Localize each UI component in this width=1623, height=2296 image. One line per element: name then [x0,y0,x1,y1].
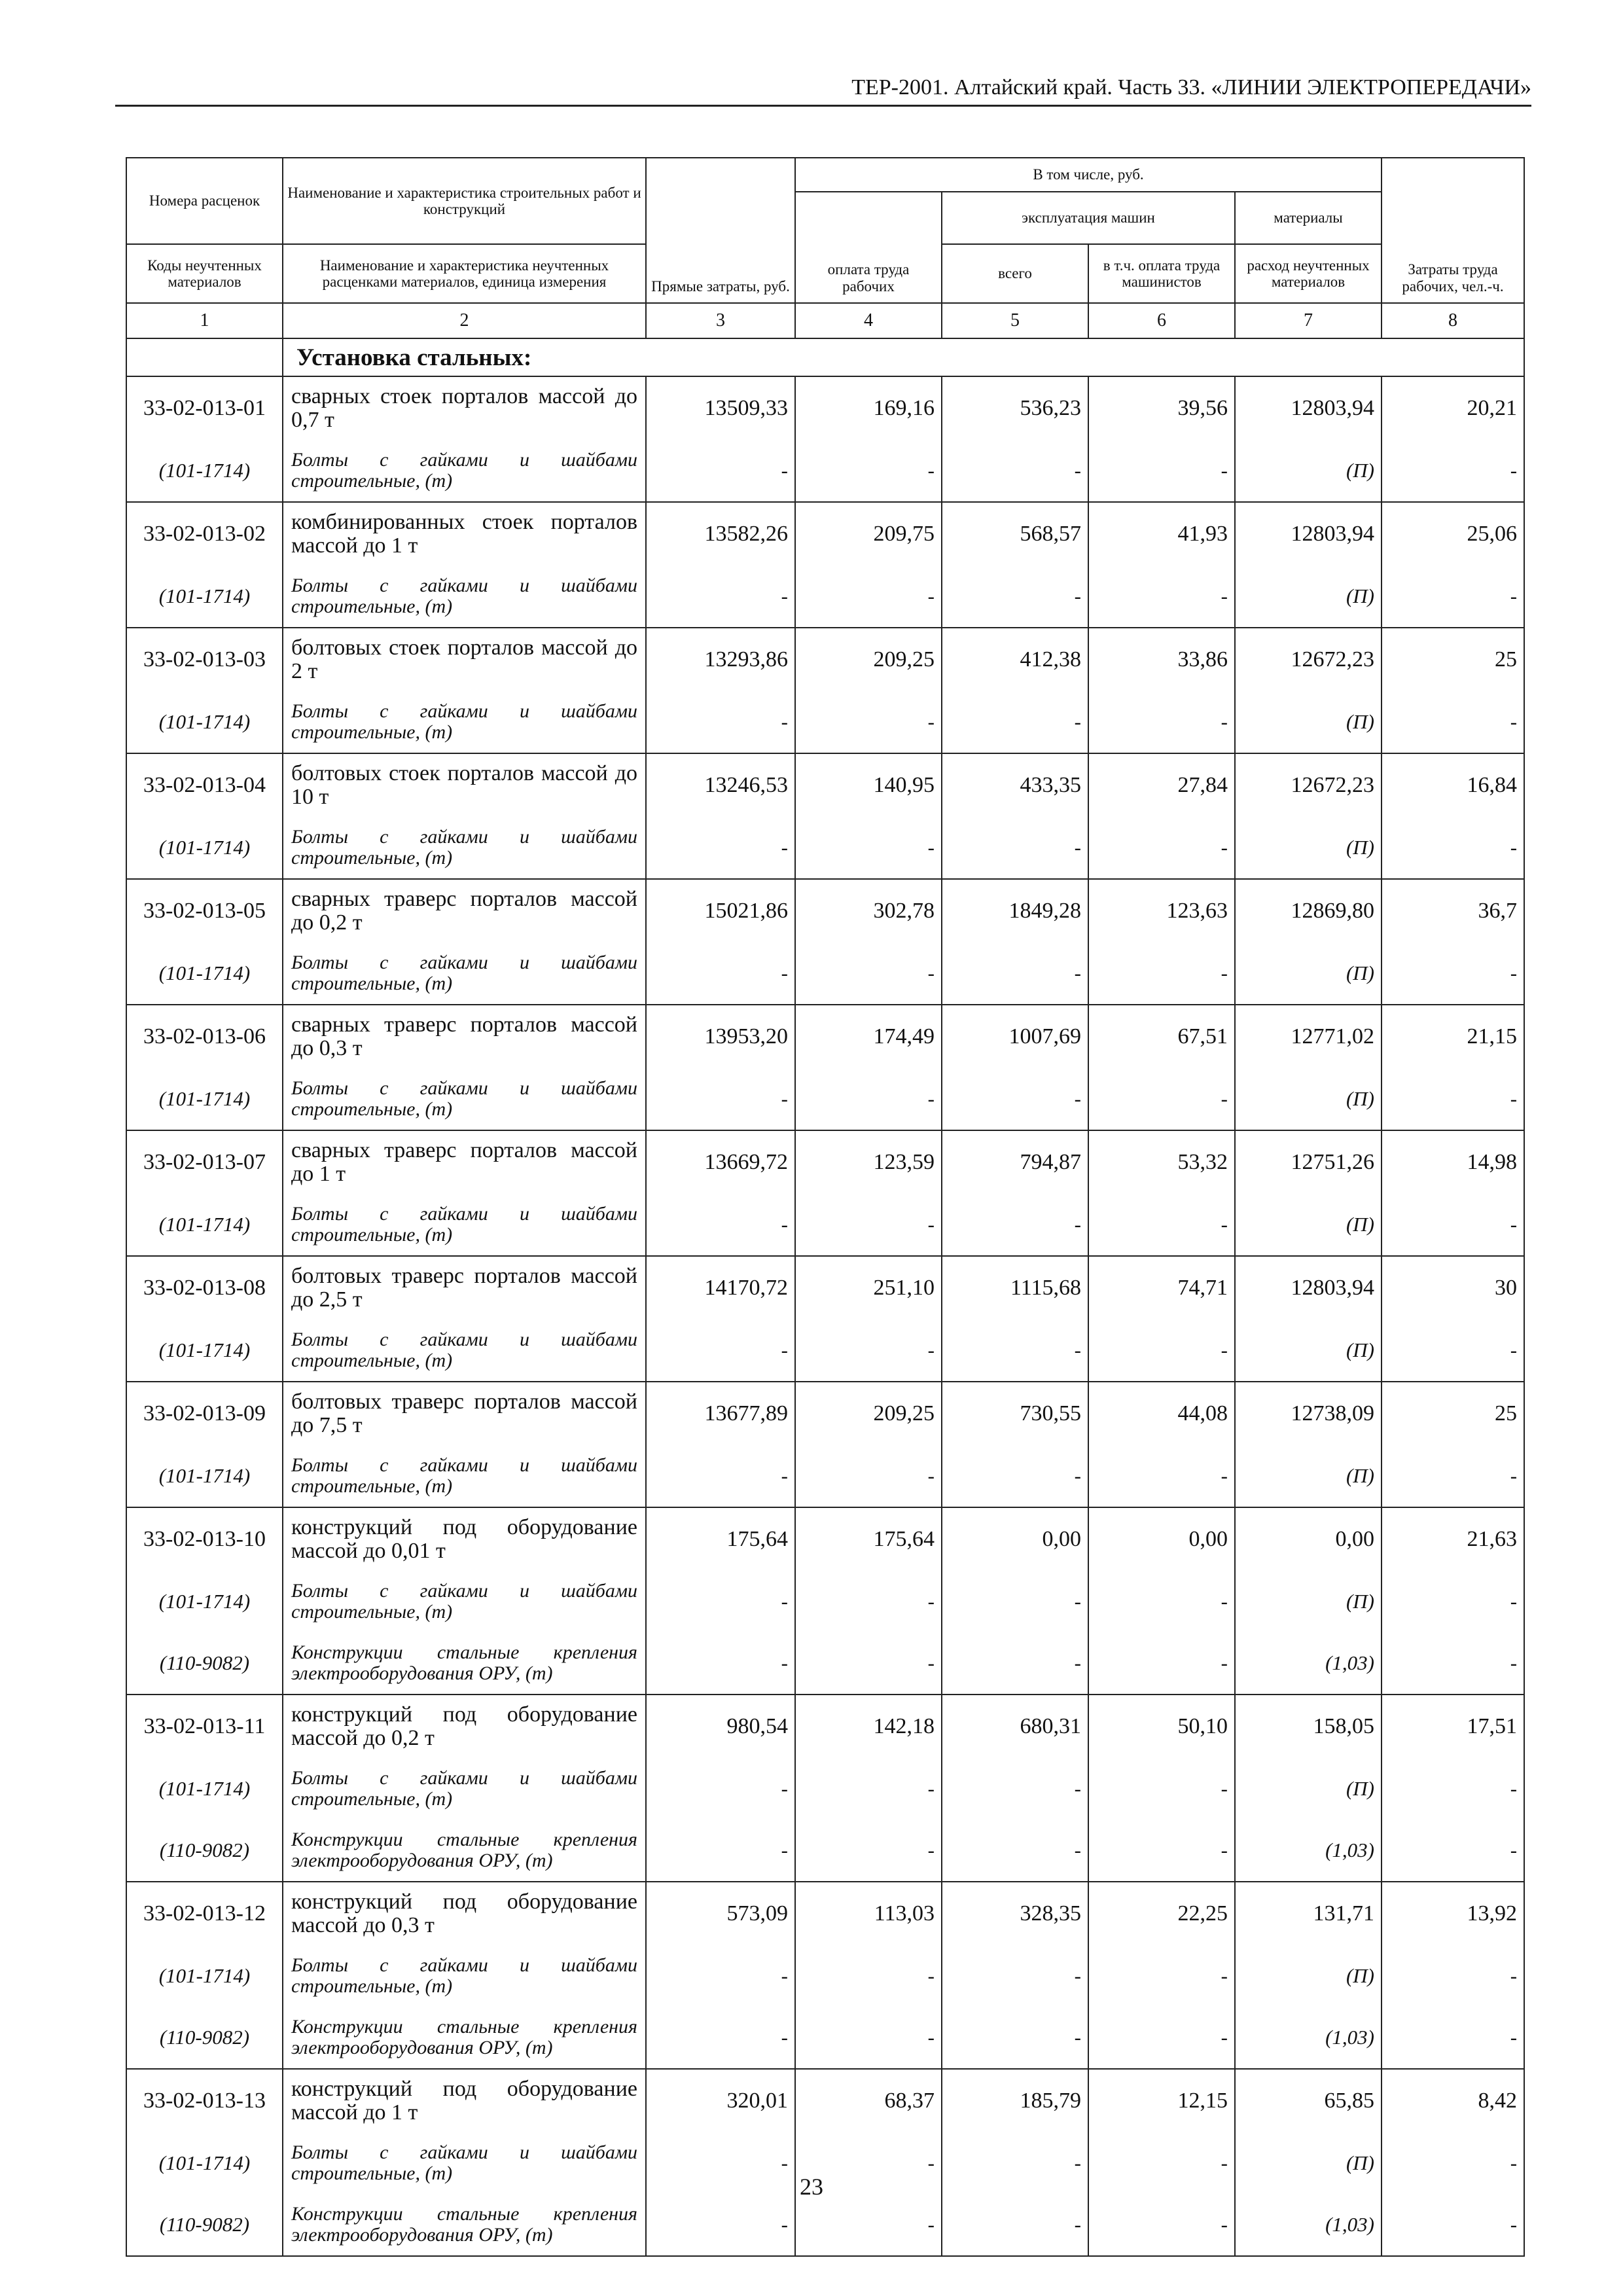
material-value: - [1088,1068,1235,1130]
material-code: (101-1714) [126,1194,283,1256]
material-row [126,817,1524,879]
rate-code: 33-02-013-05 [126,879,283,942]
material-name: Конструкции стальные крепления электрооборудования ОРУ, (т) [283,2007,646,2069]
material-value: - [1088,1194,1235,1256]
material-value: - [795,1632,942,1695]
material-value: (1,03) [1235,2007,1382,2069]
material-value: - [646,1945,795,2007]
materials-value: 158,05 [1235,1695,1382,1758]
material-value: - [942,1632,1088,1695]
worker-pay-value: 140,95 [795,753,942,817]
rate-code: 33-02-013-02 [126,502,283,565]
machine-total-value: 412,38 [942,628,1088,691]
machine-total-value: 1849,28 [942,879,1088,942]
material-value: - [646,817,795,879]
materials-value: 12751,26 [1235,1130,1382,1194]
direct-costs-value: 980,54 [646,1695,795,1758]
operator-pay-value: 41,93 [1088,502,1235,565]
rate-code: 33-02-013-01 [126,376,283,440]
operator-pay-value: 12,15 [1088,2069,1235,2132]
material-name: Конструкции стальные крепления электрооборудования ОРУ, (т) [283,1632,646,1695]
rate-name: сварных траверс порталов массой до 0,3 т [283,1005,646,1068]
rate-name: сварных стоек порталов массой до 0,7 т [283,376,646,440]
material-value: - [646,1319,795,1382]
operator-pay-value: 123,63 [1088,879,1235,942]
materials-value: 12803,94 [1235,1256,1382,1319]
rate-row [126,502,1524,565]
rate-row [126,1695,1524,1758]
direct-costs-value: 13509,33 [646,376,795,440]
material-name: Болты с гайками и шайбами строительные, (т) [283,1068,646,1130]
header-worker-pay: оплата труда рабочих [795,192,942,303]
material-value: (П) [1235,817,1382,879]
material-row [126,1445,1524,1507]
material-value: - [646,1571,795,1632]
material-value: (П) [1235,1571,1382,1632]
material-name: Болты с гайками и шайбами строительные, (т) [283,440,646,502]
direct-costs-value: 14170,72 [646,1256,795,1319]
material-name: Конструкции стальные крепления электрооборудования ОРУ, (т) [283,1820,646,1882]
material-value: - [1382,2194,1524,2256]
material-value: (П) [1235,1445,1382,1507]
rate-row [126,1005,1524,1068]
material-row [126,1758,1524,1820]
material-row [126,2194,1524,2256]
column-number: 8 [1382,303,1524,338]
material-value: (1,03) [1235,2194,1382,2256]
material-value: - [646,440,795,502]
header-unaccounted-consumption: расход неучтенных материалов [1235,244,1382,303]
material-value: - [1382,817,1524,879]
material-code: (101-1714) [126,942,283,1005]
header-machine-operation: эксплуатация машин [942,192,1235,244]
material-value: - [1088,440,1235,502]
column-number: 5 [942,303,1088,338]
material-value: - [646,1820,795,1882]
material-value: - [1382,440,1524,502]
rate-row [126,1882,1524,1945]
rate-name: конструкций под оборудование массой до 1 т [283,2069,646,2132]
material-name: Болты с гайками и шайбами строительные, (т) [283,1445,646,1507]
materials-value: 12869,80 [1235,879,1382,942]
material-value: - [1088,1820,1235,1882]
rate-code: 33-02-013-03 [126,628,283,691]
header-labor-costs: Затраты труда рабочих, чел.-ч. [1382,158,1524,303]
operator-pay-value: 53,32 [1088,1130,1235,1194]
materials-value: 12803,94 [1235,376,1382,440]
direct-costs-value: 15021,86 [646,879,795,942]
material-value: - [942,1820,1088,1882]
material-value: - [1382,1194,1524,1256]
material-value: - [1088,1632,1235,1695]
material-code: (101-1714) [126,691,283,753]
direct-costs-value: 175,64 [646,1507,795,1571]
material-value: - [646,691,795,753]
running-header: ТЕР-2001. Алтайский край. Часть 33. «ЛИНИИ ЭЛЕКТРОПЕРЕДАЧИ» [115,71,1531,107]
rate-row [126,628,1524,691]
header-work-name: Наименование и характеристика строительных работ и конструкций [283,158,646,244]
material-value: (П) [1235,691,1382,753]
material-row [126,440,1524,502]
material-value: - [942,942,1088,1005]
rate-code: 33-02-013-10 [126,1507,283,1571]
material-value: (П) [1235,942,1382,1005]
column-number-row [126,303,1524,338]
material-value: - [795,440,942,502]
machine-total-value: 680,31 [942,1695,1088,1758]
rate-row [126,376,1524,440]
machine-total-value: 1007,69 [942,1005,1088,1068]
material-name: Болты с гайками и шайбами строительные, (т) [283,1571,646,1632]
material-value: - [1088,2132,1235,2194]
header-including: В том числе, руб. [795,158,1382,192]
direct-costs-value: 13293,86 [646,628,795,691]
material-value: - [1382,2132,1524,2194]
material-value: - [795,1820,942,1882]
direct-costs-value: 320,01 [646,2069,795,2132]
material-row [126,1632,1524,1695]
machine-total-value: 730,55 [942,1382,1088,1445]
material-row [126,1945,1524,2007]
material-value: - [646,1068,795,1130]
material-value: (П) [1235,565,1382,628]
material-code: (101-1714) [126,1445,283,1507]
material-row [126,691,1524,753]
material-code: (101-1714) [126,1571,283,1632]
rate-row [126,753,1524,817]
rate-row [126,2069,1524,2132]
material-code: (101-1714) [126,1758,283,1820]
material-name: Болты с гайками и шайбами строительные, (т) [283,817,646,879]
material-value: - [942,1758,1088,1820]
material-value: - [1088,2194,1235,2256]
operator-pay-value: 44,08 [1088,1382,1235,1445]
material-value: (П) [1235,440,1382,502]
rate-row [126,1130,1524,1194]
materials-value: 12672,23 [1235,753,1382,817]
labor-value: 21,63 [1382,1507,1524,1571]
column-number: 7 [1235,303,1382,338]
material-value: - [1382,565,1524,628]
material-row [126,1319,1524,1382]
machine-total-value: 328,35 [942,1882,1088,1945]
material-value: - [942,565,1088,628]
material-value: - [1088,1758,1235,1820]
direct-costs-value: 13669,72 [646,1130,795,1194]
rate-name: болтовых стоек порталов массой до 2 т [283,628,646,691]
material-value: - [795,1319,942,1382]
material-value: - [795,1445,942,1507]
material-value: - [646,1445,795,1507]
material-value: - [646,565,795,628]
labor-value: 16,84 [1382,753,1524,817]
section-row [126,338,1524,376]
rate-row [126,1507,1524,1571]
material-row [126,1068,1524,1130]
material-value: - [1382,1758,1524,1820]
rate-name: конструкций под оборудование массой до 0,3 т [283,1882,646,1945]
operator-pay-value: 74,71 [1088,1256,1235,1319]
rates-table [126,157,1525,2257]
material-value: - [1088,2007,1235,2069]
material-value: - [1088,565,1235,628]
material-name: Болты с гайками и шайбами строительные, (т) [283,565,646,628]
material-value: - [942,2007,1088,2069]
machine-total-value: 1115,68 [942,1256,1088,1319]
rate-code: 33-02-013-09 [126,1382,283,1445]
material-value: - [1382,1571,1524,1632]
material-value: - [795,1758,942,1820]
rate-code: 33-02-013-12 [126,1882,283,1945]
rate-name: болтовых траверс порталов массой до 7,5 т [283,1382,646,1445]
material-row [126,2007,1524,2069]
materials-value: 12672,23 [1235,628,1382,691]
labor-value: 25 [1382,628,1524,691]
material-value: - [1382,1632,1524,1695]
rate-code: 33-02-013-07 [126,1130,283,1194]
rate-name: сварных траверс порталов массой до 1 т [283,1130,646,1194]
material-value: - [646,2194,795,2256]
direct-costs-value: 13246,53 [646,753,795,817]
rate-name: болтовых траверс порталов массой до 2,5 т [283,1256,646,1319]
material-value: - [1382,1068,1524,1130]
material-value: (1,03) [1235,1820,1382,1882]
material-value: - [942,2194,1088,2256]
material-row [126,1194,1524,1256]
material-value: - [795,691,942,753]
material-value: - [1382,691,1524,753]
material-name: Болты с гайками и шайбами строительные, (т) [283,1319,646,1382]
rate-code: 33-02-013-06 [126,1005,283,1068]
material-value: - [1382,942,1524,1005]
page-number: 23 [800,2174,823,2200]
rate-code: 33-02-013-11 [126,1695,283,1758]
material-value: - [1382,2007,1524,2069]
worker-pay-value: 123,59 [795,1130,942,1194]
material-value: - [1088,691,1235,753]
worker-pay-value: 174,49 [795,1005,942,1068]
material-value: - [646,1758,795,1820]
header-rate-numbers: Номера расценок [126,158,283,244]
materials-value: 12771,02 [1235,1005,1382,1068]
material-code: (101-1714) [126,1945,283,2007]
labor-value: 8,42 [1382,2069,1524,2132]
material-value: - [795,2007,942,2069]
rate-name: конструкций под оборудование массой до 0,2 т [283,1695,646,1758]
machine-total-value: 0,00 [942,1507,1088,1571]
labor-value: 25,06 [1382,502,1524,565]
material-value: (П) [1235,1194,1382,1256]
material-value: - [795,1571,942,1632]
material-value: - [1088,1945,1235,2007]
materials-value: 12738,09 [1235,1382,1382,1445]
material-value: (П) [1235,2132,1382,2194]
rate-row [126,1382,1524,1445]
material-value: - [795,1945,942,2007]
operator-pay-value: 50,10 [1088,1695,1235,1758]
material-value: - [942,2132,1088,2194]
labor-value: 30 [1382,1256,1524,1319]
material-value: - [646,1194,795,1256]
labor-value: 36,7 [1382,879,1524,942]
material-value: - [942,1068,1088,1130]
material-name: Болты с гайками и шайбами строительные, (т) [283,1758,646,1820]
operator-pay-value: 39,56 [1088,376,1235,440]
rate-name: комбинированных стоек порталов массой до 1 т [283,502,646,565]
rate-row [126,879,1524,942]
operator-pay-value: 67,51 [1088,1005,1235,1068]
rate-name: конструкций под оборудование массой до 0,01 т [283,1507,646,1571]
operator-pay-value: 27,84 [1088,753,1235,817]
column-number: 6 [1088,303,1235,338]
worker-pay-value: 169,16 [795,376,942,440]
rate-row [126,1256,1524,1319]
material-name: Болты с гайками и шайбами строительные, (т) [283,1945,646,2007]
header-direct-costs: Прямые затраты, руб. [646,158,795,303]
operator-pay-value: 0,00 [1088,1507,1235,1571]
operator-pay-value: 33,86 [1088,628,1235,691]
labor-value: 25 [1382,1382,1524,1445]
material-code: (110-9082) [126,2007,283,2069]
rate-code: 33-02-013-04 [126,753,283,817]
material-value: - [1088,1319,1235,1382]
materials-value: 12803,94 [1235,502,1382,565]
rate-code: 33-02-013-13 [126,2069,283,2132]
labor-value: 20,21 [1382,376,1524,440]
material-value: (П) [1235,1945,1382,2007]
material-value: - [1088,1571,1235,1632]
material-code: (101-1714) [126,440,283,502]
material-value: - [942,1445,1088,1507]
labor-value: 14,98 [1382,1130,1524,1194]
material-code: (101-1714) [126,1319,283,1382]
labor-value: 21,15 [1382,1005,1524,1068]
worker-pay-value: 302,78 [795,879,942,942]
material-value: - [646,1632,795,1695]
rate-code: 33-02-013-08 [126,1256,283,1319]
direct-costs-value: 13953,20 [646,1005,795,1068]
direct-costs-value: 13677,89 [646,1382,795,1445]
materials-value: 65,85 [1235,2069,1382,2132]
operator-pay-value: 22,25 [1088,1882,1235,1945]
worker-pay-value: 209,25 [795,1382,942,1445]
header-material-name: Наименование и характеристика неучтенных расценками материалов, единица измерения [283,244,646,303]
material-code: (110-9082) [126,2194,283,2256]
column-number: 1 [126,303,283,338]
material-row [126,565,1524,628]
materials-value: 131,71 [1235,1882,1382,1945]
direct-costs-value: 13582,26 [646,502,795,565]
rate-name: сварных траверс порталов массой до 0,2 т [283,879,646,942]
material-value: (П) [1235,1758,1382,1820]
worker-pay-value: 68,37 [795,2069,942,2132]
material-value: - [1088,1445,1235,1507]
material-code: (110-9082) [126,1632,283,1695]
material-value: - [795,817,942,879]
material-value: - [1088,817,1235,879]
material-value: (П) [1235,1068,1382,1130]
header-operator-pay: в т.ч. оплата труда машинистов [1088,244,1235,303]
column-number: 2 [283,303,646,338]
material-value: - [795,1194,942,1256]
material-value: - [795,2194,942,2256]
worker-pay-value: 209,75 [795,502,942,565]
material-row [126,942,1524,1005]
worker-pay-value: 142,18 [795,1695,942,1758]
material-code: (101-1714) [126,817,283,879]
header-materials: материалы [1235,192,1382,244]
material-value: - [942,1319,1088,1382]
worker-pay-value: 175,64 [795,1507,942,1571]
table-header [126,158,1524,338]
material-value: - [1382,1945,1524,2007]
material-name: Болты с гайками и шайбами строительные, (т) [283,691,646,753]
material-row [126,1820,1524,1882]
material-value: - [1088,942,1235,1005]
material-code: (101-1714) [126,2132,283,2194]
material-value: - [795,942,942,1005]
worker-pay-value: 209,25 [795,628,942,691]
column-number: 4 [795,303,942,338]
machine-total-value: 794,87 [942,1130,1088,1194]
column-number: 3 [646,303,795,338]
table-body [126,338,1524,2256]
material-value: - [942,691,1088,753]
material-value: - [795,2132,942,2194]
material-value: - [1382,1445,1524,1507]
machine-total-value: 433,35 [942,753,1088,817]
material-value: - [795,565,942,628]
material-value: - [1382,1319,1524,1382]
material-name: Болты с гайками и шайбами строительные, (т) [283,2132,646,2194]
material-name: Конструкции стальные крепления электрооборудования ОРУ, (т) [283,2194,646,2256]
direct-costs-value: 573,09 [646,1882,795,1945]
material-value: - [646,942,795,1005]
labor-value: 13,92 [1382,1882,1524,1945]
material-value: - [942,1194,1088,1256]
material-name: Болты с гайками и шайбами строительные, (т) [283,1194,646,1256]
material-code: (101-1714) [126,565,283,628]
material-value: - [942,817,1088,879]
material-value: - [1382,1820,1524,1882]
material-name: Болты с гайками и шайбами строительные, (т) [283,942,646,1005]
material-value: (1,03) [1235,1632,1382,1695]
labor-value: 17,51 [1382,1695,1524,1758]
section-title: Установка стальных: [283,338,1524,376]
machine-total-value: 568,57 [942,502,1088,565]
machine-total-value: 185,79 [942,2069,1088,2132]
material-value: - [942,1571,1088,1632]
rate-name: болтовых стоек порталов массой до 10 т [283,753,646,817]
worker-pay-value: 251,10 [795,1256,942,1319]
header-material-codes: Коды неучтенных материалов [126,244,283,303]
material-code: (101-1714) [126,1068,283,1130]
material-value: - [795,1068,942,1130]
materials-value: 0,00 [1235,1507,1382,1571]
material-value: - [942,1945,1088,2007]
material-value: (П) [1235,1319,1382,1382]
material-value: - [646,2132,795,2194]
header-machine-total: всего [942,244,1088,303]
material-value: - [942,440,1088,502]
material-row [126,1571,1524,1632]
machine-total-value: 536,23 [942,376,1088,440]
material-code: (110-9082) [126,1820,283,1882]
worker-pay-value: 113,03 [795,1882,942,1945]
material-value: - [646,2007,795,2069]
